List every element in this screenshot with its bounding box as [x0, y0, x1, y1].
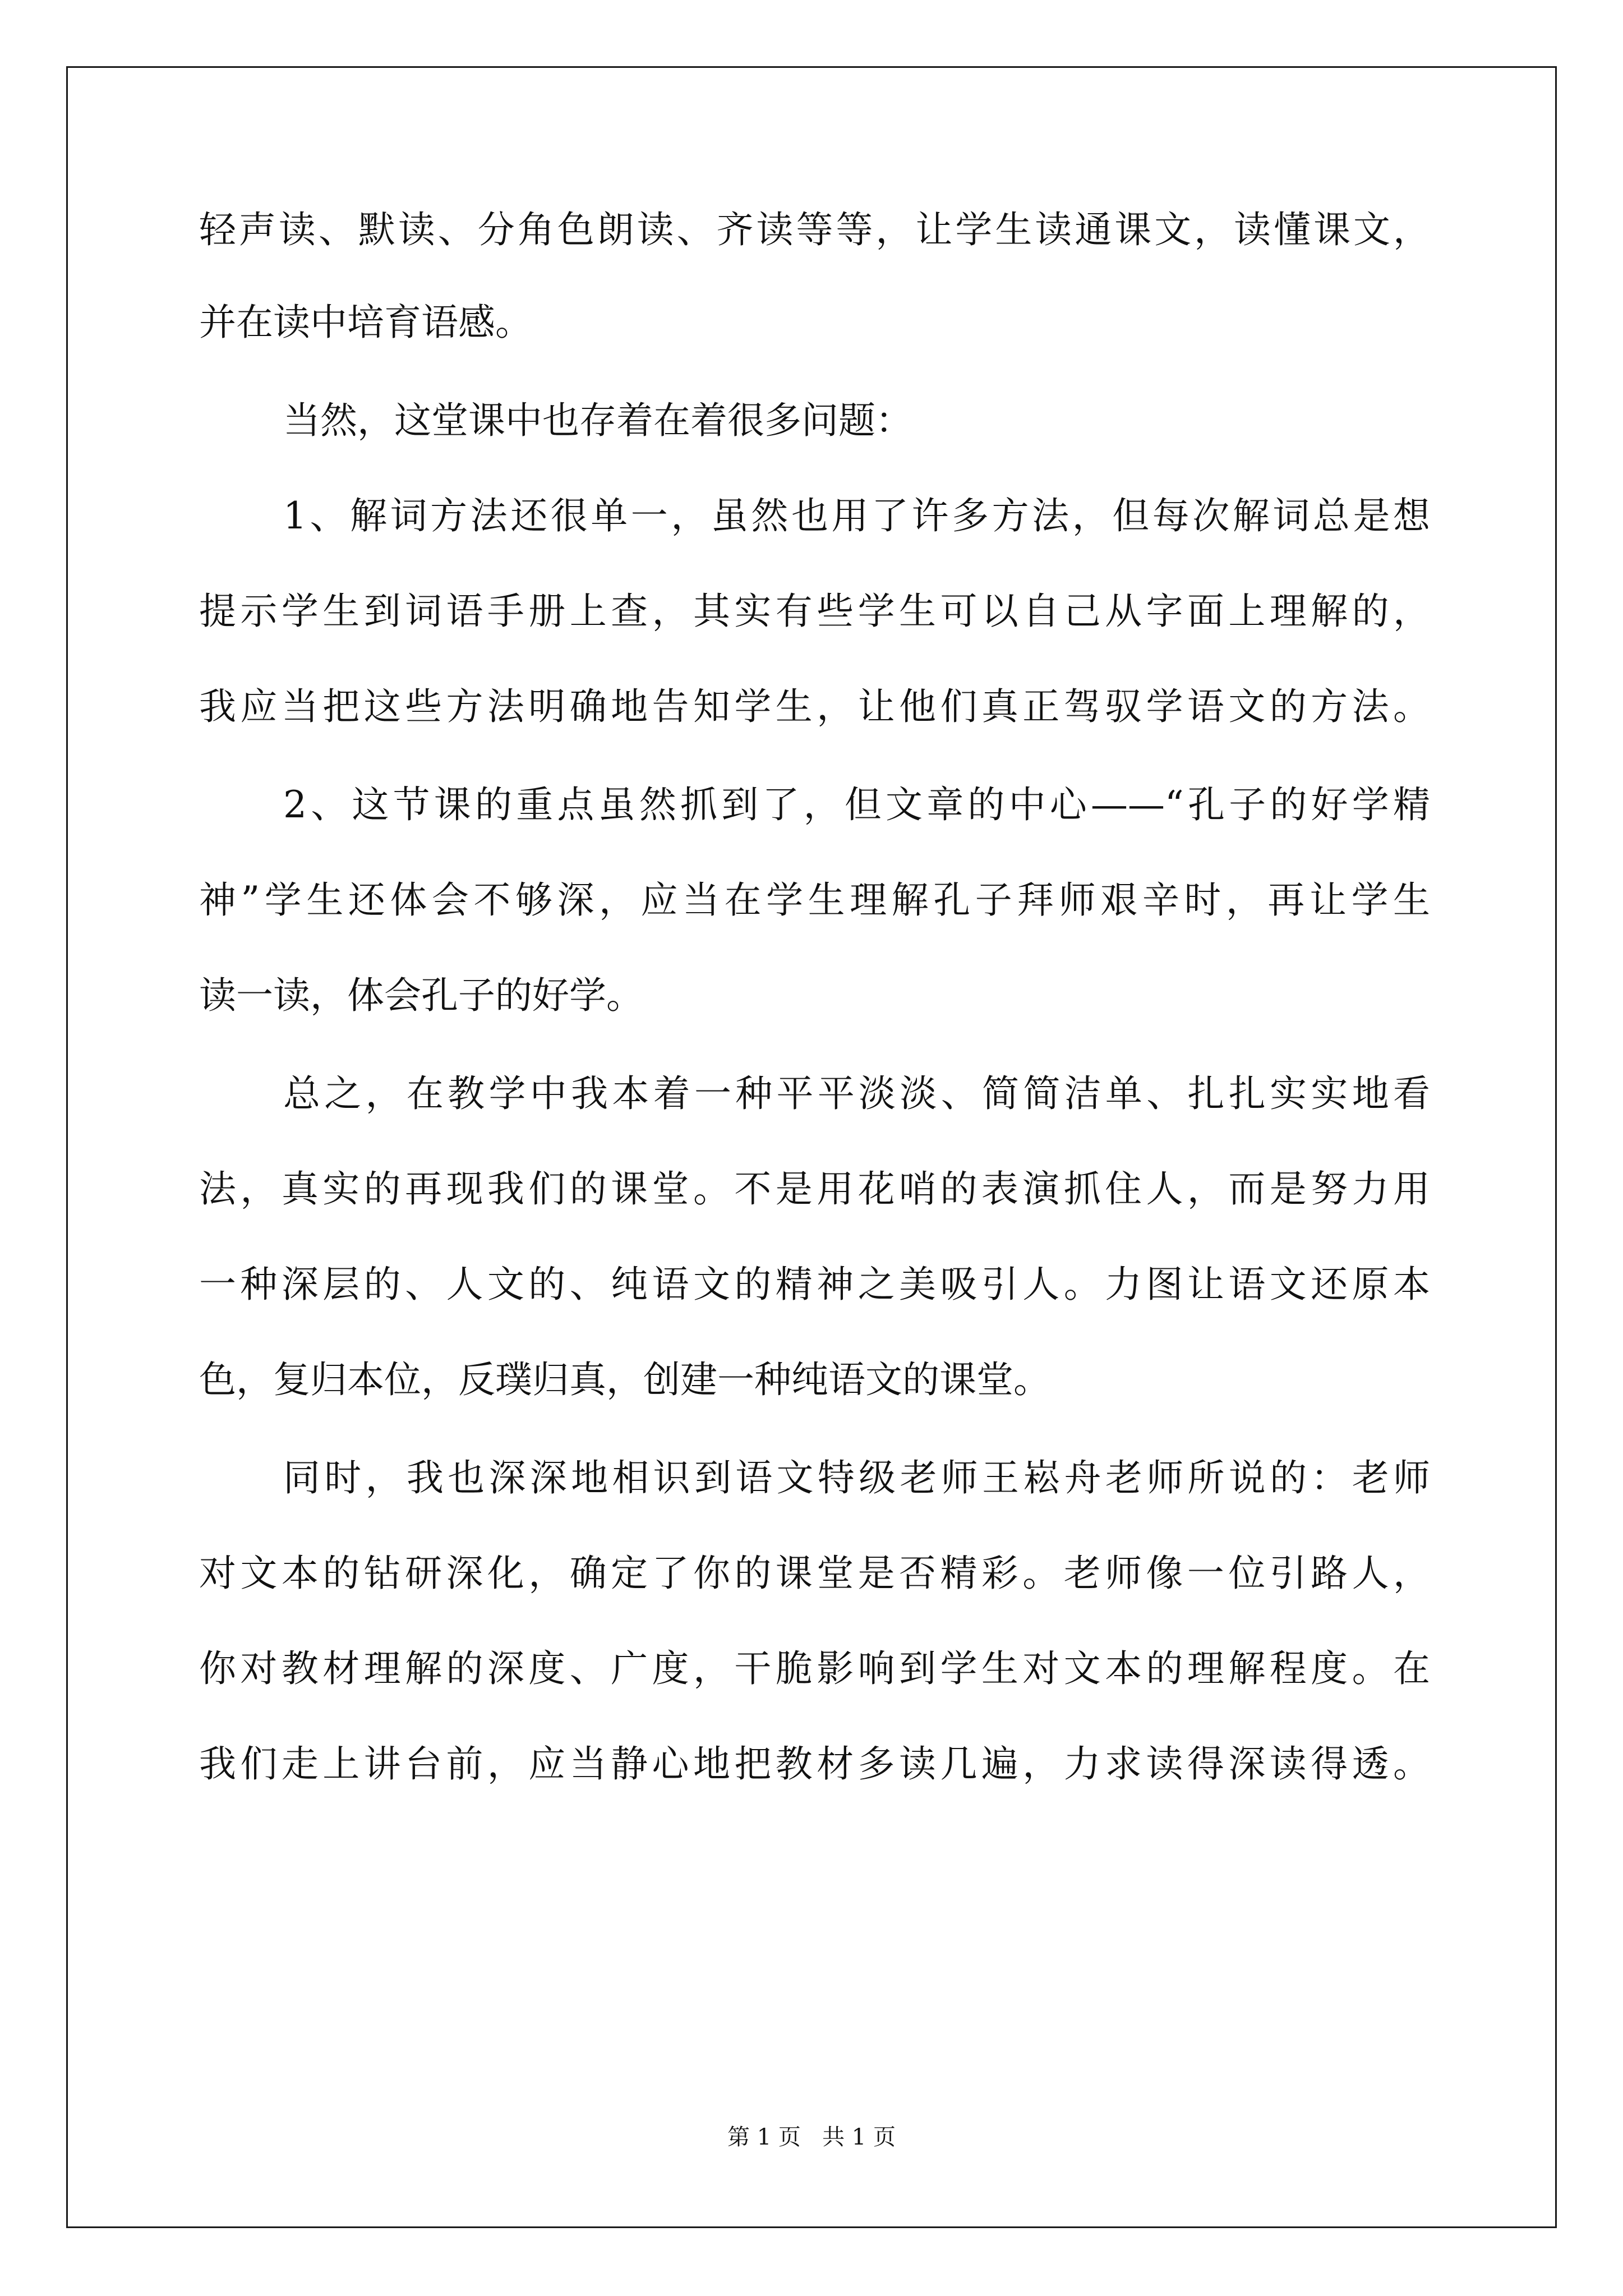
text-line: 法，真实的再现我们的课堂。不是用花哨的表演抓住人，而是努力用 — [199, 1167, 1430, 1211]
text-line: 同时，我也深深地相识到语文特级老师王崧舟老师所说的：老师 — [283, 1456, 1430, 1499]
text-line: 一种深层的、人文的、纯语文的精神之美吸引人。力图让语文还原本 — [199, 1263, 1430, 1306]
text-line: 提示学生到词语手册上查，其实有些学生可以自己从字面上理解的， — [199, 590, 1430, 633]
text-line: 神”学生还体会不够深，应当在学生理解孔子拜师艰辛时，再让学生 — [199, 878, 1430, 922]
text-line: 色，复归本位，反璞归真，创建一种纯语文的课堂。 — [199, 1358, 1050, 1401]
text-line: 1、解词方法还很单一，虽然也用了许多方法，但每次解词总是想 — [283, 494, 1430, 537]
text-line: 轻声读、默读、分角色朗读、齐读等等，让学生读通课文，读懂课文， — [199, 208, 1430, 251]
text-line: 读一读，体会孔子的好学。 — [199, 974, 643, 1017]
text-line: 并在读中培育语感。 — [199, 301, 532, 344]
text-line: 对文本的钻研深化，确定了你的课堂是否精彩。老师像一位引路人， — [199, 1552, 1430, 1595]
text-line: 总之，在教学中我本着一种平平淡淡、简简洁单、扎扎实实地看 — [283, 1072, 1430, 1115]
page-border — [66, 66, 1557, 2228]
text-line: 我应当把这些方法明确地告知学生，让他们真正驾驭学语文的方法。 — [199, 685, 1430, 728]
text-line: 你对教材理解的深度、广度，干脆影响到学生对文本的理解程度。在 — [199, 1647, 1430, 1690]
text-line: 当然，这堂课中也存着在着很多问题： — [283, 399, 912, 442]
text-line: 我们走上讲台前，应当静心地把教材多读几遍，力求读得深读得透。 — [199, 1742, 1430, 1786]
page-number-footer: 第 1 页 共 1 页 — [727, 2124, 896, 2150]
text-line: 2、这节课的重点虽然抓到了，但文章的中心——“孔子的好学精 — [283, 783, 1430, 826]
